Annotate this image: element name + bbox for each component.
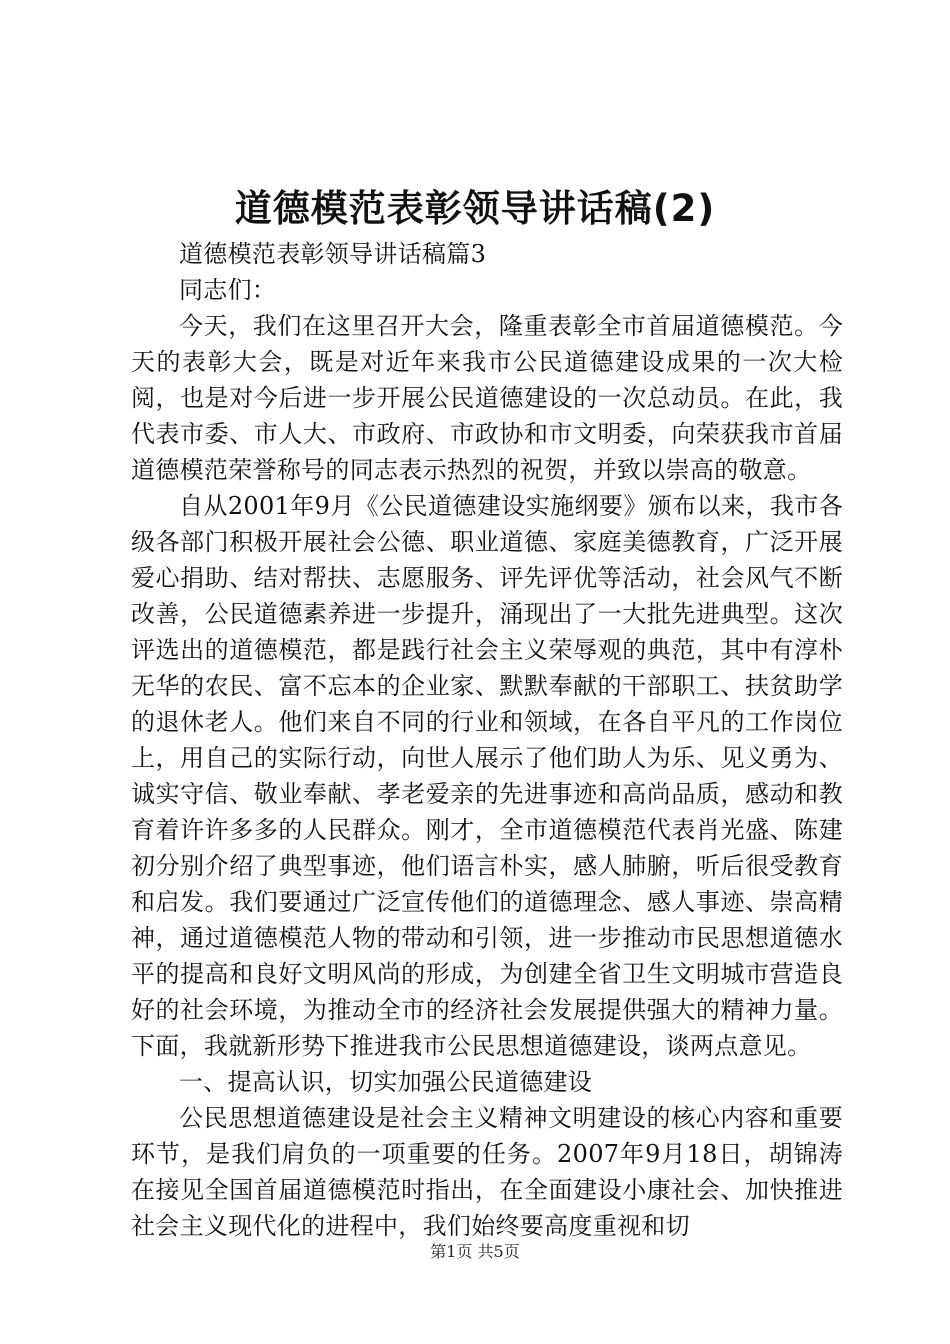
body-paragraph: 自从2001年9月《公民道德建设实施纲要》颁布以来，我市各级各部门积极开展社会公德、职业道德、家庭美德教育，广泛开展爱心捐助、结对帮扶、志愿服务、评先评优等活动，社会风气不断改善，公民道德素养进一步提升，涌现出了一大批先进典型。这次评选出的道德模范，都是践行社会主义荣辱观的典范，其中有淳朴无华的农民、富不忘本的企业家、默默奉献的干部职工、扶贫助学的退休老人。他们来自不同的行业和领域，在各自平凡的工作岗位上，用自己的实际行动，向世人展示了他们助人为乐、见义勇为、诚实守信、敬业奉献、孝老爱亲的先进事迹和高尚品质，感动和教育着许许多多的人民群众。刚才，全市道德模范代表肖光盛、陈建初分别介绍了典型事迹，他们语言朴实，感人肺腑，听后很受教育和启发。我们要通过广泛宣传他们的道德理念、感人事迹、崇高精神，通过道德模范人物的带动和引领，进一步推动市民思想道德水平的提高和良好文明风尚的形成，为创建全省卫生文明城市营造良好的社会环境，为推动全市的经济社会发展提供强大的精神力量。下面，我就新形势下推进我市公民思想道德建设，谈两点意见。 (131, 492, 843, 1060)
document-title: 道德模范表彰领导讲话稿(2) (234, 187, 716, 230)
subtitle-paragraph: 道德模范表彰领导讲话稿篇3 (179, 240, 487, 268)
document-body (131, 236, 843, 1244)
salutation-paragraph: 同志们： (179, 276, 277, 304)
section-heading: 一、提高认识，切实加强公民道德建设 (179, 1068, 593, 1096)
body-paragraph: 今天，我们在这里召开大会，隆重表彰全市首届道德模范。今天的表彰大会，既是对近年来我市公民道德建设成果的一次大检阅，也是对今后进一步开展公民道德建设的一次总动员。在此，我代表市委、市人大、市政府、市政协和市文明委，向荣获我市首届道德模范荣誉称号的同志表示热烈的祝贺，并致以崇高的敬意。 (131, 312, 843, 484)
page-number-footer: 第1页 共5页 (430, 1242, 520, 1261)
body-paragraph: 公民思想道德建设是社会主义精神文明建设的核心内容和重要环节，是我们肩负的一项重要的任务。2007年9月18日，胡锦涛在接见全国首届道德模范时指出，在全面建设小康社会、加快推进社会主义现代化的进程中，我们始终要高度重视和切 (131, 1104, 843, 1240)
